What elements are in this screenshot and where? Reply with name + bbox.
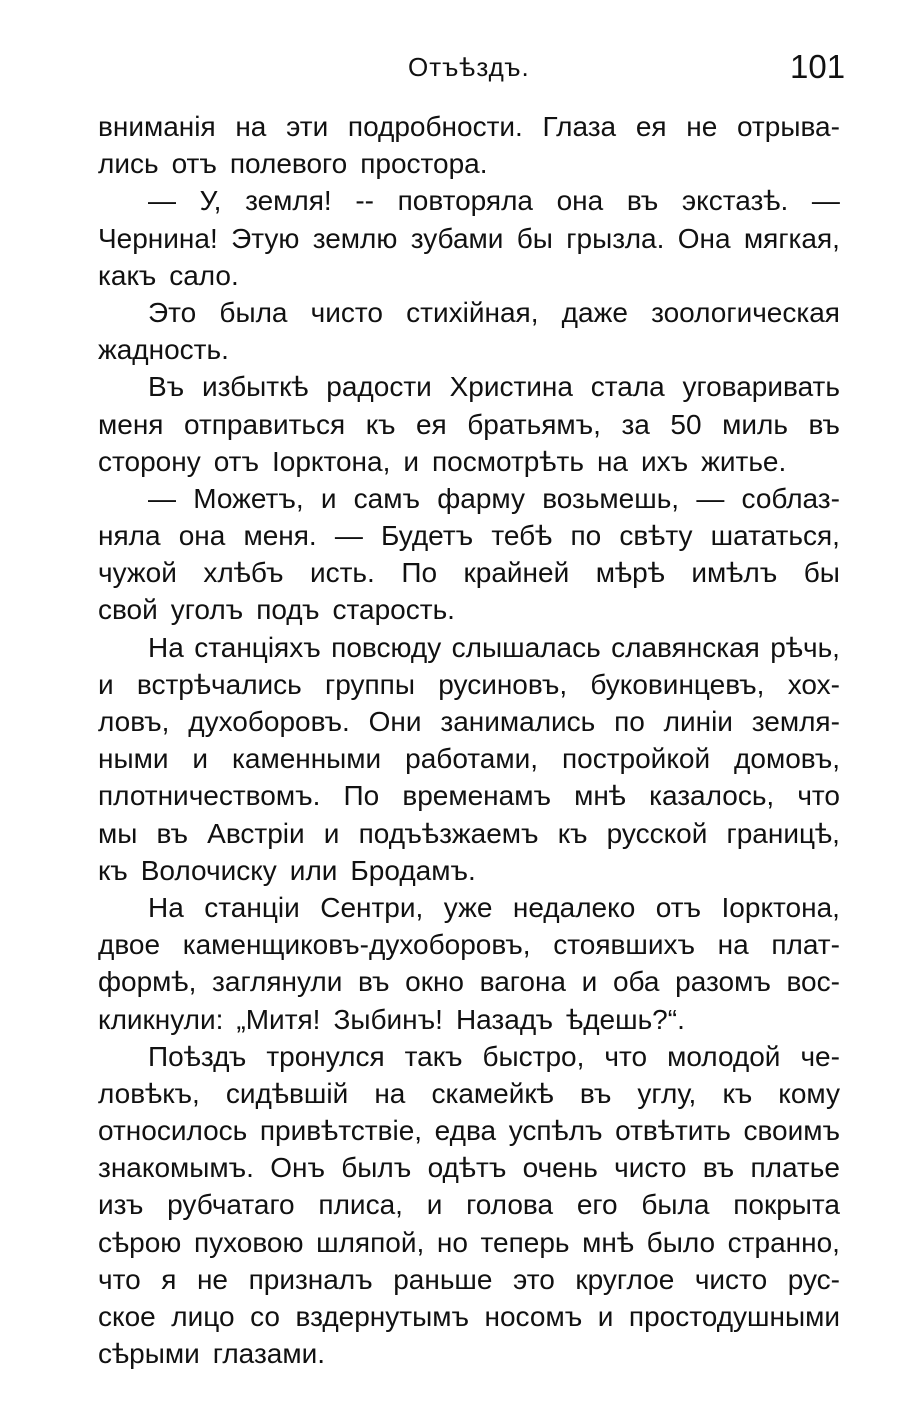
text-line: и встрѣчались группы русиновъ, буковинцевъ, хох- (98, 668, 840, 700)
text-line: жадность. (98, 334, 229, 366)
text-line: На станціяхъ повсюду слышалась славянская рѣчь, (148, 631, 840, 663)
text-line: сѣрыми глазами. (98, 1338, 326, 1370)
text-line: свой уголъ подъ старость. (98, 594, 455, 626)
text-line: что я не призналъ раньше это круглое чисто рус- (98, 1263, 840, 1295)
text-line: — У, земля! -- повторяла она въ экстазѣ. — (148, 185, 840, 217)
text-line: Поѣздъ тронулся такъ быстро, что молодой че- (148, 1040, 840, 1072)
text-line: къ Волочиску или Бродамъ. (98, 854, 476, 886)
text-line: формѣ, заглянули въ окно вагона и оба разомъ вос- (98, 966, 840, 998)
text-line: лись отъ полевого простора. (98, 148, 488, 180)
chapter-title: Отъѣздъ. (408, 52, 530, 82)
text-line: Это была чисто стихійная, даже зоологическая (148, 296, 840, 328)
text-line: — Можетъ, и самъ фарму возьмешь, — соблаз- (148, 482, 840, 514)
text-line: какъ сало. (98, 259, 239, 291)
text-line: Въ избыткѣ радости Христина стала уговаривать (148, 371, 840, 403)
text-line: относилось привѣтствіе, едва успѣлъ отвѣтить своимъ (98, 1115, 840, 1147)
text-line: кликнули: „Митя! Зыбинъ! Назадъ ѣдешь?“. (98, 1003, 685, 1035)
text-line: плотничествомъ. По временамъ мнѣ казалось, что (98, 780, 840, 812)
text-line: сѣрою пуховою шляпой, но теперь мнѣ было странно, (98, 1226, 840, 1258)
text-line: меня отправиться къ ея братьямъ, за 50 миль въ (98, 408, 840, 440)
text-line: сторону отъ Іорктона, и посмотрѣть на ихъ житье. (98, 445, 787, 477)
text-line: вниманія на эти подробности. Глаза ея не отрыва- (98, 111, 840, 142)
text-line: мы въ Австріи и подъѣзжаемъ къ русской границѣ, (98, 817, 840, 849)
text-line: знакомымъ. Онъ былъ одѣтъ очень чисто въ платье (98, 1152, 840, 1184)
text-line: ское лицо со вздернутымъ носомъ и простодушными (98, 1301, 840, 1332)
text-line: двое каменщиковъ-духоборовъ, стоявшихъ на плат- (98, 929, 840, 961)
text-line: ловѣкъ, сидѣвшій на скамейкѣ въ углу, къ кому (98, 1077, 840, 1109)
text-line: изъ рубчатаго плиса, и голова его была покрыта (98, 1189, 840, 1221)
body-text (98, 108, 840, 1372)
text-line: няла она меня. — Будетъ тебѣ по свѣту шататься, (98, 520, 840, 552)
running-head (0, 48, 915, 88)
text-line: ловъ, духоборовъ. Они занимались по линіи земля- (98, 706, 840, 737)
text-line: ными и каменными работами, постройкой домовъ, (98, 743, 840, 775)
text-line: На станціи Сентри, уже недалеко отъ Іорктона, (148, 891, 840, 923)
page-number: 101 (790, 48, 846, 85)
text-line: чужой хлѣбъ исть. По крайней мѣрѣ имѣлъ бы (98, 557, 840, 589)
text-line: Чернина! Этую землю зубами бы грызла. Она мягкая, (98, 222, 840, 254)
